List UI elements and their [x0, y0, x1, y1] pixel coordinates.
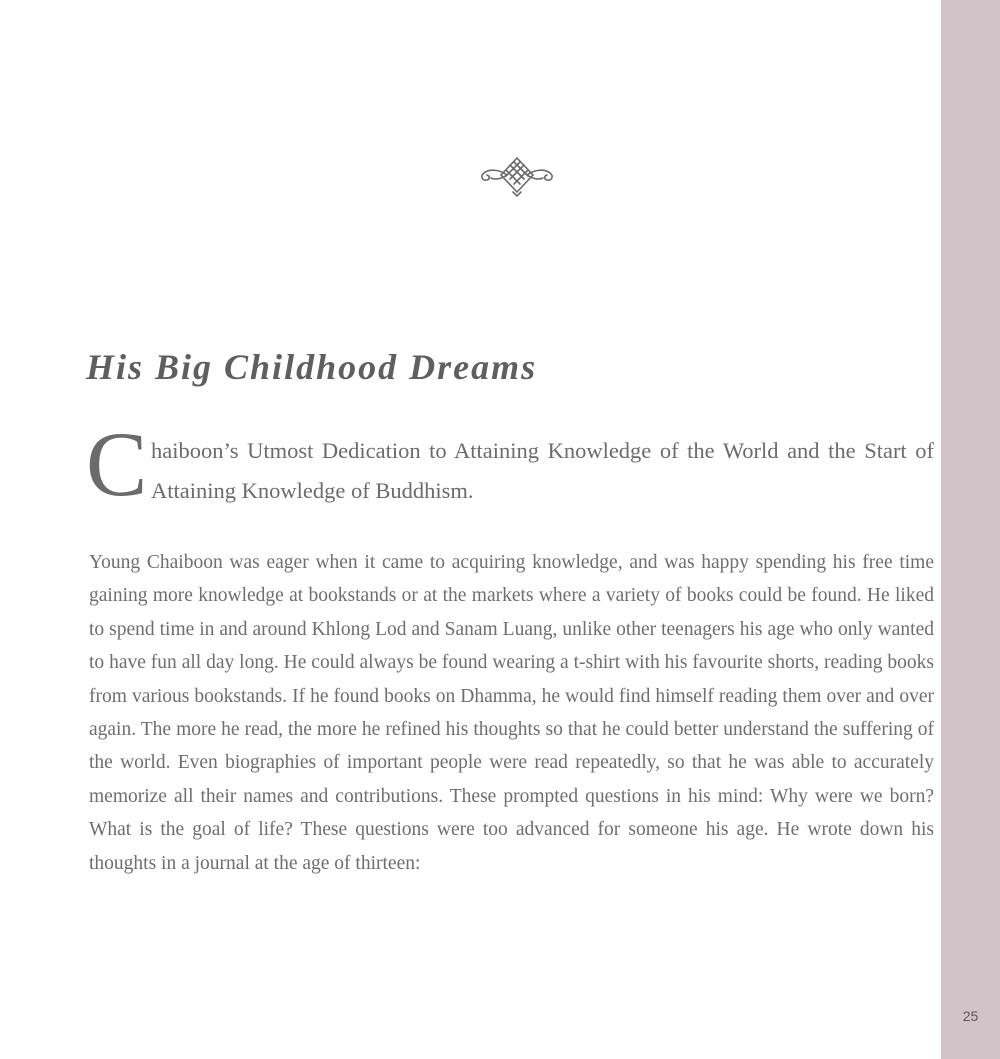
- body-paragraph: Young Chaiboon was eager when it came to acquiring knowledge, and was happy spending his free time gaining more knowledge at bookstands or at the markets where a variety of books could be found. He liked to spend time in and around Khlong Lod and Sanam Luang, unlike other teenagers his age who only wanted to have fun all day long. He could always be found wearing a t-shirt with his favourite shorts, reading books from various bookstands. If he found books on Dhamma, he would find himself reading them over and over again. The more he read, the more he refined his thoughts so that he could better understand the suffering of the world. Even biographies of important people were read repeatedly, so that he was able to accurately memorize all their names and contributions. These prompted questions in his mind: Why were we born? What is the goal of life? These questions were too advanced for someone his age. He wrote down his thoughts in a journal at the age of thirteen:: [89, 552, 934, 874]
- page-number: 25: [962, 1008, 979, 1024]
- chapter-subtitle: haiboon’s Utmost Dedication to Attaining Knowledge of the World and the Start of Attaining Knowledge of Buddhism.: [151, 438, 934, 503]
- endless-knot-flourish-icon: [477, 152, 557, 198]
- drop-cap-letter: C: [86, 413, 148, 515]
- chapter-title: His Big Childhood Dreams: [86, 347, 538, 387]
- side-margin-band: [941, 0, 1000, 1059]
